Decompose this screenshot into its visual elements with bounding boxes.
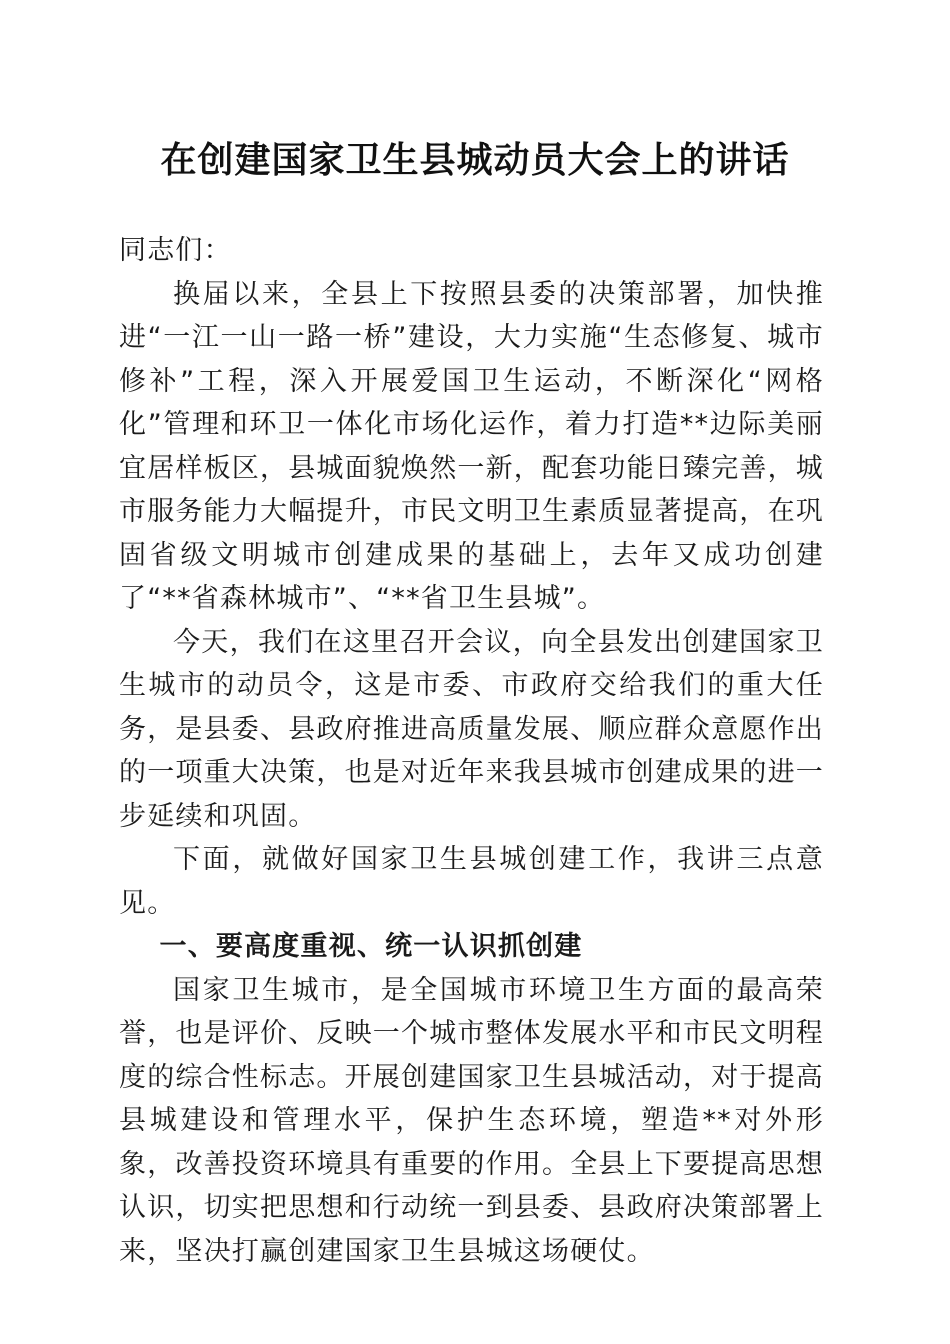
- salutation: 同志们：: [119, 235, 232, 266]
- document-body: [119, 229, 824, 1273]
- section-heading: 一、要高度重视、统一认识抓创建: [159, 931, 583, 962]
- paragraph-2: 今天，我们在这里召开会议，向全县发出创建国家卫生城市的动员令，这是市委、市政府交给我们的重大任务，是县委、县政府推进高质量发展、顺应群众意愿作出的一项重大决策，也是对近年来我县城市创建成果的进一步延续和巩固。: [119, 626, 824, 832]
- paragraph-1: 换届以来，全县上下按照县委的决策部署，加快推进“一江一山一路一桥”建设，大力实施“生态修复、城市修补”工程，深入开展爱国卫生运动，不断深化“网格化”管理和环卫一体化市场化运作，着力打造**边际美丽宜居样板区，县城面貌焕然一新，配套功能日臻完善，城市服务能力大幅提升，市民文明卫生素质显著提高，在巩固省级文明城市创建成果的基础上，去年又成功创建了“**省森林城市”、“**省卫生县城”。: [119, 278, 824, 614]
- document-title: 在创建国家卫生县城动员大会上的讲话: [160, 139, 790, 181]
- paragraph-3: 下面，就做好国家卫生县城创建工作，我讲三点意见。: [119, 844, 824, 919]
- section-paragraph: 国家卫生城市，是全国城市环境卫生方面的最高荣誉，也是评价、反映一个城市整体发展水平和市民文明程度的综合性标志。开展创建国家卫生县城活动，对于提高县城建设和管理水平，保护生态环境，塑造**对外形象，改善投资环境具有重要的作用。全县上下要提高思想认识，切实把思想和行动统一到县委、县政府决策部署上来，坚决打赢创建国家卫生县城这场硬仗。: [119, 974, 824, 1267]
